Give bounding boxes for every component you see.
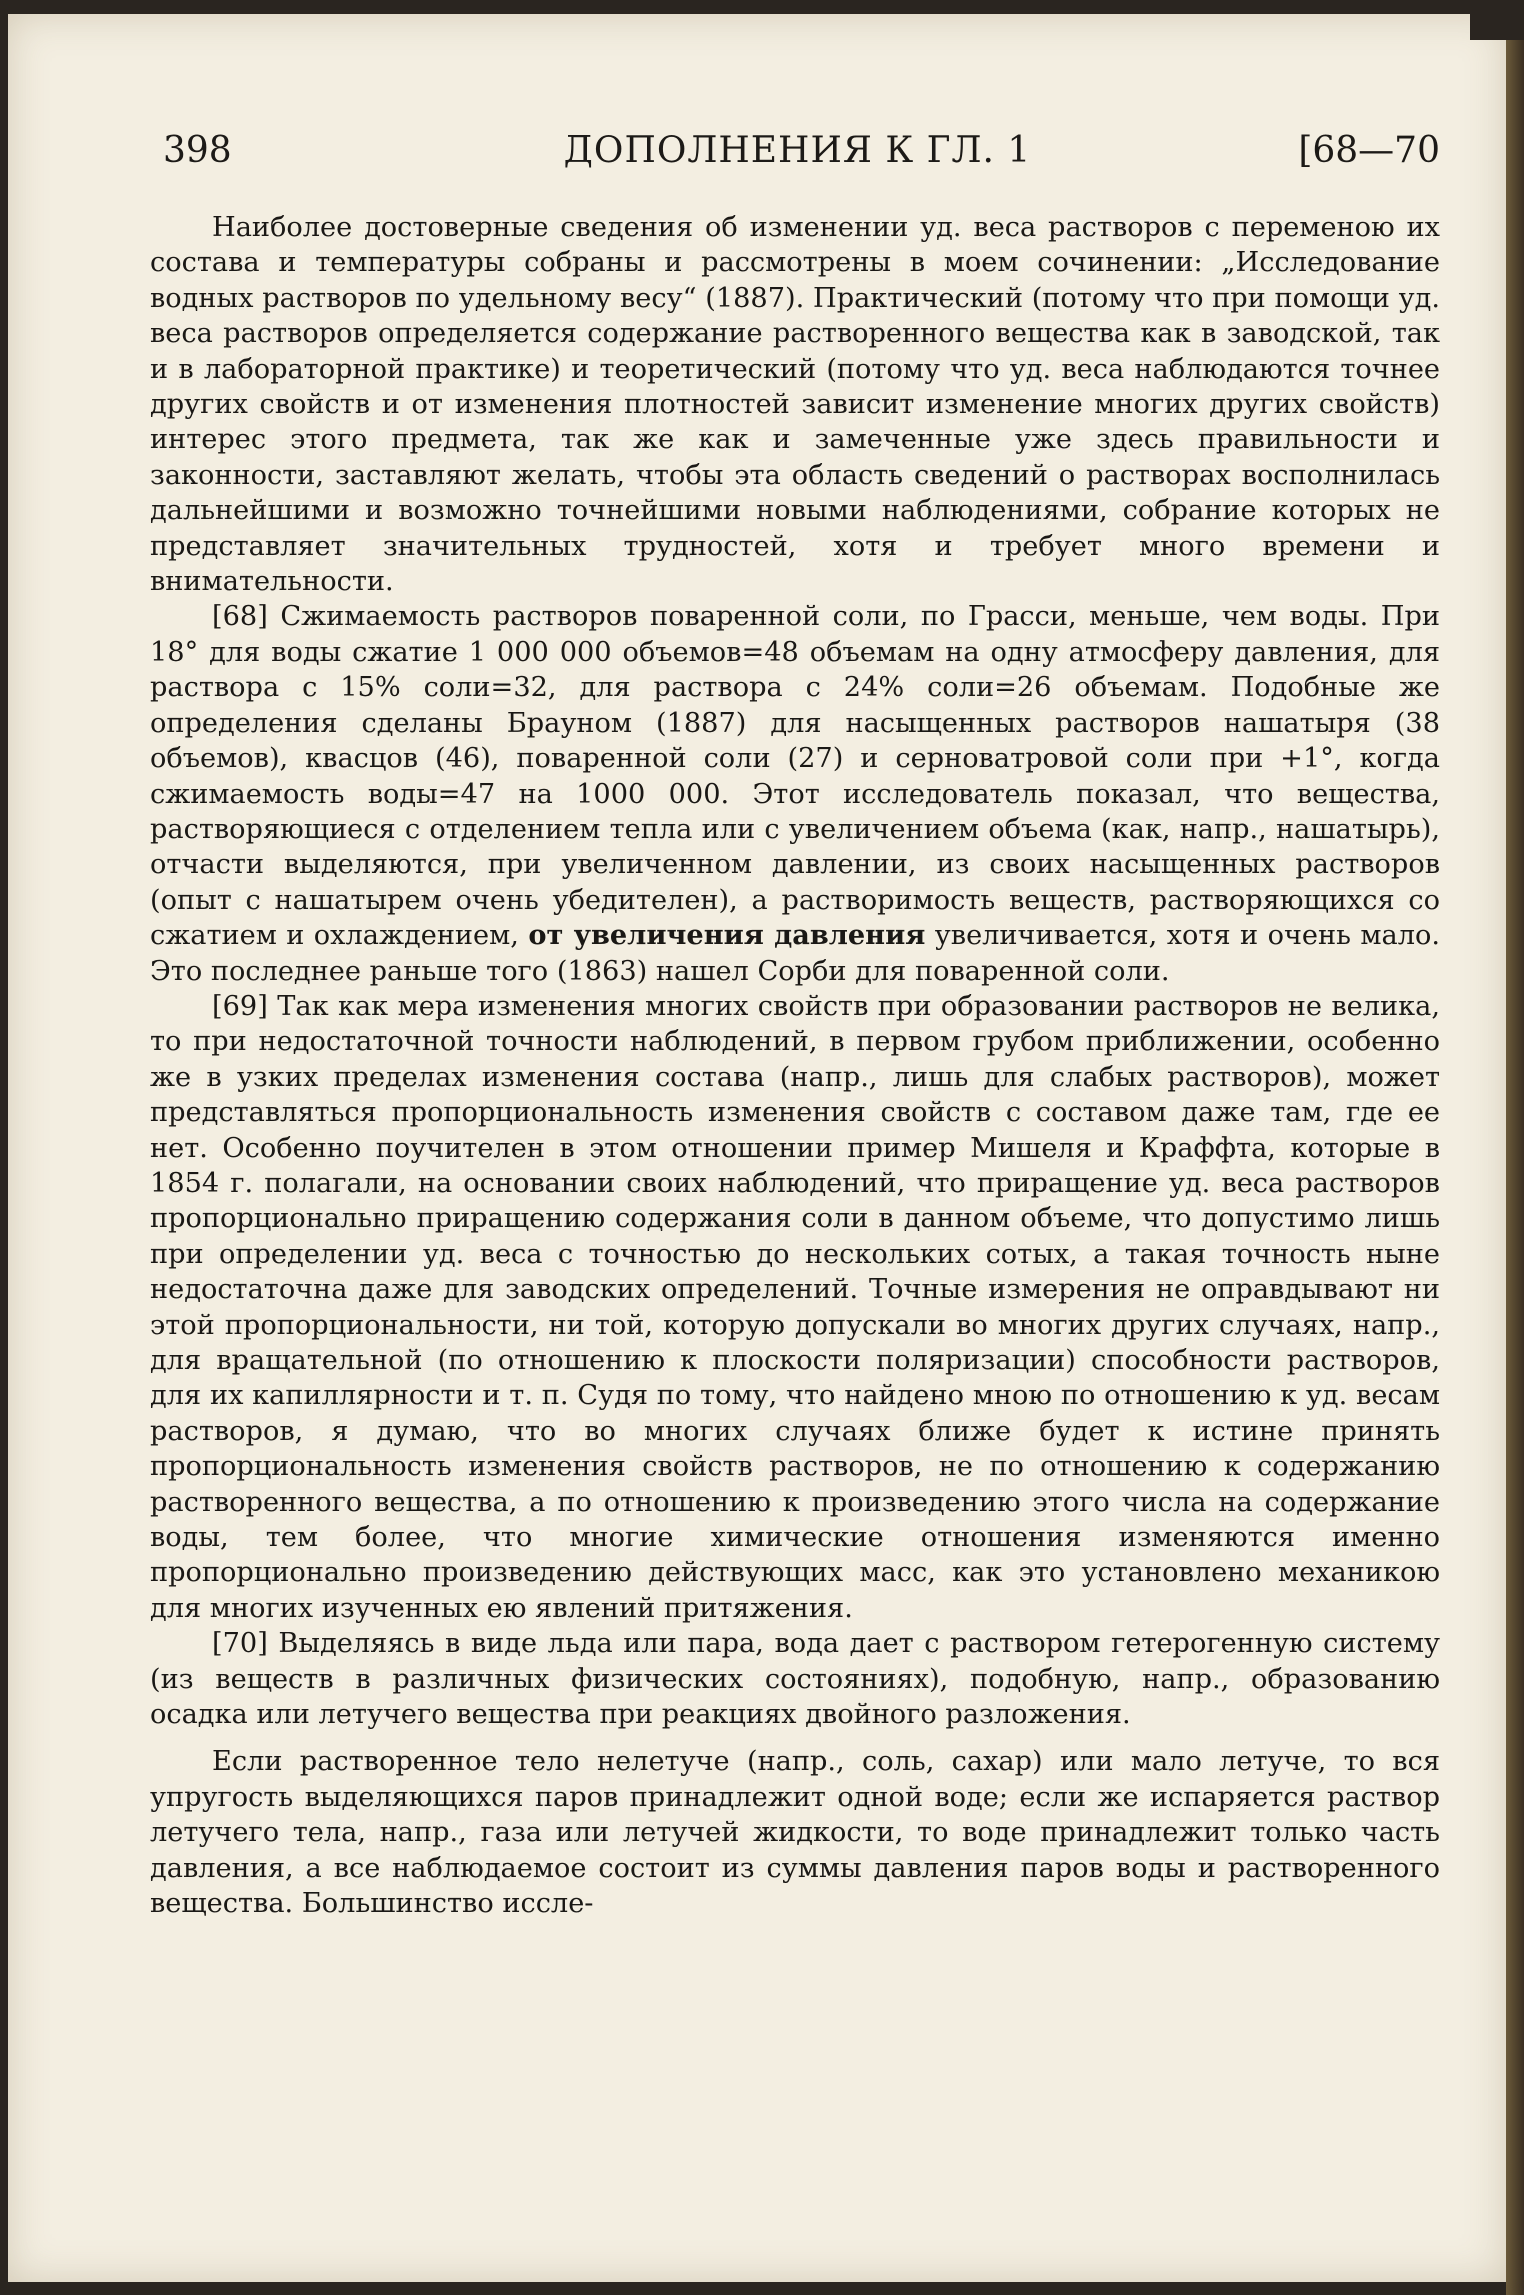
page-number: 398 <box>163 130 232 171</box>
paragraph-text-tail: увеличивается, хотя и очень мало. Это последнее раньше того (1863) нашел Сорби для поваренной соли. <box>150 920 1440 987</box>
paragraph-text: Так как мера изменения многих свойств при образовании растворов не велика, то при недостаточной точности наблюдений, в первом грубом приближении, особенно же в узких пределах изменения состава (напр., лишь для слабых растворов), может представляться пропорциональность изменения свойств с составом даже там, где ее нет. Особенно поучителен в этом отношении пример Мишеля и Краффта, которые в 1854 г. полагали, на основании своих наблюдений, что приращение уд. веса растворов пропорционально приращению содержания соли в данном объеме, что допустимо лишь при определении уд. веса с точностью до нескольких сотых, а такая точность ныне недостаточна даже для заводских определений. Точные измерения не оправдывают ни этой пропорциональности, ни той, которую допускали во многих других случаях, напр., для вращательной (по отношению к плоскости поляризации) способности растворов, для их капиллярности и т. п. Судя по тому, что найдено мною по отношению к уд. весам растворов, я думаю, что во многих случаях ближе будет к истине принять пропорциональность изменения свойств растворов, не по отношению к содержанию растворенного вещества, а по отношению к произведению этого числа на содержание воды, тем более, что многие химические отношения изменяются именно пропорционально произведению действующих масс, как это установлено механикою для многих изученных ею явлений притяжения. <box>150 990 1440 1624</box>
paragraph-note-68 <box>150 599 1440 988</box>
running-header <box>155 130 1440 190</box>
running-title: ДОПОЛНЕНИЯ К ГЛ. 1 <box>563 130 1032 171</box>
note-number: [70] <box>212 1628 268 1660</box>
paragraph-text: Выделяясь в виде льда или пара, вода дает с раствором гетерогенную систему (из веществ в различных физических состояниях), подобную, напр., образованию осадка или летучего вещества при реакциях двойного разложения. <box>150 1628 1440 1731</box>
paragraph-text: Наиболее достоверные сведения об изменении уд. веса растворов с переменою их состава и температуры собраны и рассмотрены в моем сочинении: „Исследование водных растворов по удельному весу“ (1887). Практический (потому что при помощи уд. веса растворов определяется содержание растворенного вещества как в заводской, так и в лабораторной практике) и теоретический (потому что уд. веса наблюдаются точнее других свойств и от изменения плотностей зависит изменение многих других свойств) интерес этого предмета, так же как и замеченные уже здесь правильности и законности, заставляют желать, чтобы эта область сведений о растворах восполнилась дальнейшими и возможно точнейшими новыми наблюдениями, собрание которых не представляет значительных трудностей, хотя и требует много времени и внимательности. <box>150 212 1440 598</box>
paragraph-note-70 <box>150 1626 1440 1732</box>
note-number: [68] <box>212 601 268 633</box>
scan-corner <box>1470 0 1524 40</box>
paragraph-text: Сжимаемость растворов поваренной соли, по Грасси, меньше, чем воды. При 18° для воды сжатие 1 000 000 объемов=48 объемам на одну атмосферу давления, для раствора с 15% соли=32, для раствора с 24% соли=26 объемам. Подобные же определения сделаны Брауном (1887) для насыщенных растворов нашатыря (38 объемов), квасцов (46), поваренной соли (27) и серноватровой соли при +1°, когда сжимаемость воды=47 на 1000 000. Этот исследователь показал, что вещества, растворяющиеся с отделением тепла или с увеличением объема (как, напр., нашатырь), отчасти выделяются, при увеличенном давлении, из своих насыщенных растворов (опыт с нашатырем очень убедителен), а растворимость веществ, растворяющихся со сжатием и охлаждением, <box>150 601 1440 952</box>
paragraph-text: Если растворенное тело нелетуче (напр., соль, сахар) или мало летуче, то вся упругость выделяющихся паров принадлежит одной воде; если же испаряется раствор летучего тела, напр., газа или летучей жидкости, то воде принадлежит только часть давления, а все наблюдаемое состоит из суммы давления паров воды и растворенного вещества. Большинство иссле- <box>150 1746 1440 1920</box>
body-text <box>150 210 1440 1922</box>
section-range: [68—70 <box>1298 130 1440 171</box>
paragraph-note-69 <box>150 989 1440 1626</box>
paragraph-1 <box>150 210 1440 599</box>
emphasized-text: от увеличения давления <box>528 919 926 952</box>
note-number: [69] <box>212 990 268 1022</box>
paragraph-5 <box>150 1744 1440 1921</box>
book-spine-edge <box>1506 0 1524 2295</box>
